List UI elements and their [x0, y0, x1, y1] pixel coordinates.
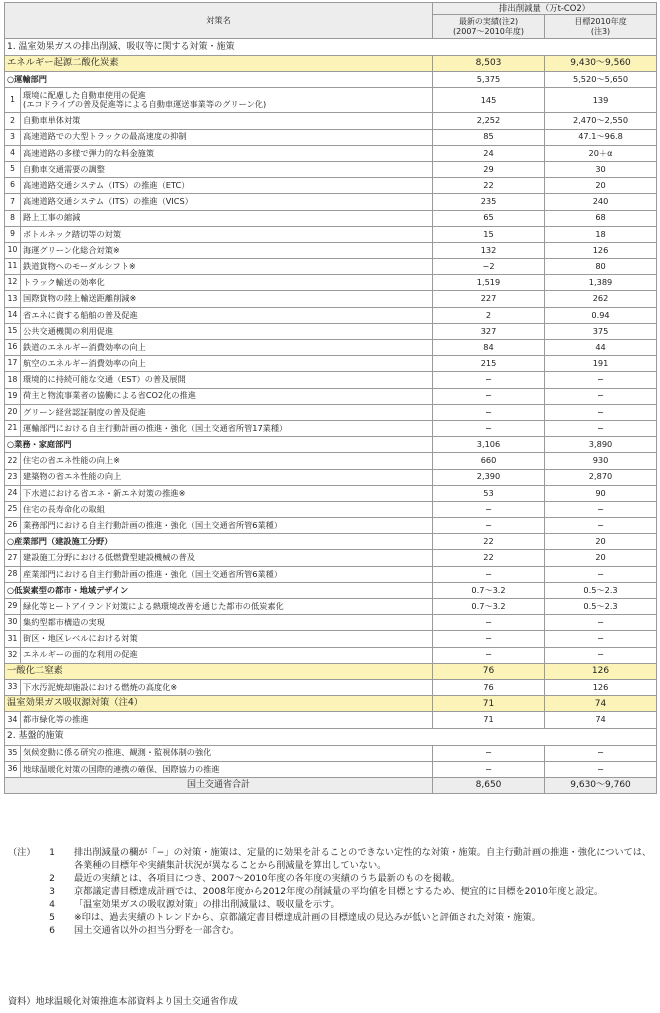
row-label	[21, 307, 433, 323]
row-number: 16	[5, 340, 21, 356]
row-latest-value: 53	[433, 485, 545, 501]
row-target-value: −	[545, 566, 657, 582]
n2o-row-label: 一酸化二窒素	[5, 663, 433, 679]
row-label-line1: 高速道路での大型トラックの最高速度の抑制	[23, 131, 187, 142]
row-latest-value: 227	[433, 291, 545, 307]
business-sector-row-label: ○業務・家庭部門	[5, 437, 433, 453]
note-number: 4	[49, 899, 55, 910]
row-label-line1: 自動車交通需要の調整	[23, 163, 105, 174]
table-row	[5, 647, 657, 663]
row-latest-value: 84	[433, 340, 545, 356]
row-target-value: 262	[545, 291, 657, 307]
row-number: 10	[5, 242, 21, 258]
table-row	[5, 518, 657, 534]
row-number: 11	[5, 259, 21, 275]
row-label	[21, 631, 433, 647]
row-label	[21, 161, 433, 177]
note-number: 3	[49, 886, 55, 897]
row-label-line1: 建設施工分野における低燃費型建設機械の普及	[23, 552, 195, 563]
row-latest-value: −	[433, 647, 545, 663]
row-label	[21, 323, 433, 339]
row-label-line1: グリーン経営認証制度の普及促進	[23, 406, 146, 417]
industry-sector-row-latest: 22	[433, 534, 545, 550]
table-row	[5, 194, 657, 210]
row-number: 1	[5, 88, 21, 113]
note-text: 「温室効果ガスの吸収源対策」の排出削減量は、吸収量を示す。	[74, 899, 340, 910]
table-row	[5, 210, 657, 226]
column-header-latest-line1: 最新の実績(注2)	[458, 16, 519, 26]
row-latest-value: 29	[433, 161, 545, 177]
row-label	[21, 259, 433, 275]
row-label	[21, 88, 433, 113]
table-row	[5, 501, 657, 517]
row-number: 34	[5, 712, 21, 728]
table-row	[5, 226, 657, 242]
row-target-value: 44	[545, 340, 657, 356]
row-latest-value: −	[433, 501, 545, 517]
table-row	[5, 275, 657, 291]
row-target-value: −	[545, 745, 657, 761]
column-header-reduction-text: 排出削減量（万t-CO2）	[498, 2, 591, 13]
row-latest-value: 0.7～3.2	[433, 599, 545, 615]
note-item	[8, 846, 656, 872]
row-target-value: 139	[545, 88, 657, 113]
emission-reduction-table	[4, 2, 657, 794]
row-label	[21, 275, 433, 291]
column-header-name	[5, 3, 433, 39]
row-target-value: −	[545, 647, 657, 663]
row-target-value: −	[545, 615, 657, 631]
row-label-line1: 公共交通機関の利用促進	[23, 325, 114, 336]
carbon-sink-row-target: 74	[545, 696, 657, 712]
row-latest-value: 76	[433, 679, 545, 695]
row-label-line1: 住宅の省エネ性能の向上※	[23, 455, 120, 466]
column-header-target-line1: 目標2010年度	[574, 16, 627, 26]
note-text: 排出削減量の欄が「−」の対策・施策は、定量的に効果を計ることのできない定性的な対策・施策。自主行動計画の推進・強化については、各業種の目標年や実績集計状況が異なることから削減量を算出していない。	[74, 847, 652, 871]
row-label-line1: 高速道路交通システム（ITS）の推進（VICS）	[23, 196, 193, 207]
row-label	[21, 453, 433, 469]
row-label	[21, 615, 433, 631]
note-number: 5	[49, 912, 55, 923]
industry-sector-row-label: ○産業部門（建設施工分野）	[5, 534, 433, 550]
note-item	[8, 911, 656, 924]
row-label-line1: 環境的に持続可能な交通（EST）の普及展開	[23, 374, 186, 385]
row-latest-value: 215	[433, 356, 545, 372]
table-row	[5, 323, 657, 339]
transport-sector-row-target: 5,520～5,650	[545, 72, 657, 88]
row-latest-value: 660	[433, 453, 545, 469]
row-label	[21, 404, 433, 420]
row-label	[21, 599, 433, 615]
row-latest-value: 327	[433, 323, 545, 339]
column-header-latest	[433, 15, 545, 39]
row-label-line1: 鉄道貨物へのモーダルシフト※	[23, 260, 136, 271]
row-number: 30	[5, 615, 21, 631]
row-latest-value: 2	[433, 307, 545, 323]
row-label-line1: ボトルネック踏切等の対策	[23, 228, 122, 239]
row-target-value: 2,470～2,550	[545, 113, 657, 129]
row-target-value: 18	[545, 226, 657, 242]
row-latest-value: −	[433, 631, 545, 647]
section-2-heading-label: 2. 基盤的施策	[5, 728, 657, 745]
row-latest-value: 235	[433, 194, 545, 210]
row-label-line1: 国際貨物の陸上輸送距離削減※	[23, 293, 137, 304]
table-row	[5, 129, 657, 145]
table-row	[5, 712, 657, 728]
row-label	[21, 469, 433, 485]
row-label	[21, 242, 433, 258]
row-target-value: 30	[545, 161, 657, 177]
table-row	[5, 340, 657, 356]
row-label-line1: エネルギーの面的な利用の促進	[23, 649, 138, 660]
row-latest-value: 65	[433, 210, 545, 226]
row-number: 5	[5, 161, 21, 177]
row-target-value: −	[545, 518, 657, 534]
row-target-value: 126	[545, 679, 657, 695]
row-target-value: −	[545, 420, 657, 436]
row-label-line2: (エコドライブの普及促進等による自動車運送事業等のグリーン化)	[23, 99, 267, 110]
notes-section	[8, 846, 656, 937]
table-row	[5, 404, 657, 420]
row-label-line1: 気候変動に係る研究の推進、観測・監視体制の強化	[23, 747, 212, 758]
note-item	[8, 872, 656, 885]
row-latest-value: 85	[433, 129, 545, 145]
row-label-line1: 地球温暖化対策の国際的連携の確保、国際協力の推進	[23, 763, 220, 774]
transport-sector-row-latest: 5,375	[433, 72, 545, 88]
row-latest-value: −	[433, 388, 545, 404]
row-latest-value: −2	[433, 259, 545, 275]
row-label	[21, 745, 433, 761]
row-number: 2	[5, 113, 21, 129]
row-target-value: 68	[545, 210, 657, 226]
row-number: 27	[5, 550, 21, 566]
row-latest-value: 22	[433, 550, 545, 566]
source-credit: 資料）地球温暖化対策推進本部資料より国土交通省作成	[8, 996, 238, 1007]
section-1-heading-label: 1. 温室効果ガスの排出削減、吸収等に関する対策・施策	[5, 39, 657, 56]
carbon-sink-row-latest: 71	[433, 696, 545, 712]
row-label-line1: 高速道路交通システム（ITS）の推進（ETC）	[23, 180, 190, 190]
row-target-value: 126	[545, 242, 657, 258]
table-row	[5, 761, 657, 777]
row-number: 21	[5, 420, 21, 436]
emission-table-container	[4, 2, 656, 794]
row-number: 31	[5, 631, 21, 647]
row-label	[21, 712, 433, 728]
row-label-line1: 荷主と物流事業者の協働による省CO2化の推進	[23, 390, 196, 401]
carbon-sink-row	[5, 696, 657, 712]
energy-co2-row-target: 9,430～9,560	[545, 56, 657, 72]
table-row	[5, 631, 657, 647]
row-number: 22	[5, 453, 21, 469]
row-latest-value: 15	[433, 226, 545, 242]
row-label-line1: 街区・地区レベルにおける対策	[23, 633, 138, 644]
row-latest-value: 71	[433, 712, 545, 728]
row-label	[21, 291, 433, 307]
table-row	[5, 679, 657, 695]
row-target-value: −	[545, 372, 657, 388]
row-latest-value: 1,519	[433, 275, 545, 291]
row-label-line1: 住宅の長寿命化の取組	[23, 503, 105, 514]
row-label-line1: 自動車単体対策	[23, 115, 81, 126]
lowcarbon-design-row-target: 0.5～2.3	[545, 582, 657, 598]
row-label	[21, 145, 433, 161]
table-row	[5, 356, 657, 372]
table-row	[5, 469, 657, 485]
row-number: 36	[5, 761, 21, 777]
table-body	[5, 39, 657, 794]
industry-sector-row-target: 20	[545, 534, 657, 550]
total-row	[5, 777, 657, 793]
lowcarbon-design-row	[5, 582, 657, 598]
row-target-value: 90	[545, 485, 657, 501]
row-label	[21, 420, 433, 436]
table-row	[5, 420, 657, 436]
row-label	[21, 388, 433, 404]
total-latest: 8,650	[433, 777, 545, 793]
transport-sector-row-label: ○運輸部門	[5, 72, 433, 88]
row-number: 29	[5, 599, 21, 615]
note-item	[8, 898, 656, 911]
row-number: 32	[5, 647, 21, 663]
row-target-value: −	[545, 761, 657, 777]
row-label-line1: 環境に配慮した自動車使用の促進	[23, 89, 146, 100]
row-label	[21, 566, 433, 582]
row-label-line1: 省エネに資する船舶の普及促進	[23, 309, 138, 320]
row-number: 20	[5, 404, 21, 420]
row-target-value: 0.94	[545, 307, 657, 323]
row-number: 14	[5, 307, 21, 323]
table-row	[5, 485, 657, 501]
energy-co2-row	[5, 56, 657, 72]
row-target-value: 80	[545, 259, 657, 275]
total-target: 9,630～9,760	[545, 777, 657, 793]
row-label-line1: 海運グリーン化総合対策※	[23, 244, 120, 255]
row-latest-value: 132	[433, 242, 545, 258]
n2o-row-latest: 76	[433, 663, 545, 679]
carbon-sink-row-label: 温室効果ガス吸収源対策（注4）	[5, 696, 433, 712]
row-latest-value: 2,252	[433, 113, 545, 129]
row-latest-value: −	[433, 761, 545, 777]
row-number: 28	[5, 566, 21, 582]
row-number: 12	[5, 275, 21, 291]
row-number: 7	[5, 194, 21, 210]
row-target-value: 20	[545, 550, 657, 566]
row-label-line1: トラック輸送の効率化	[23, 277, 105, 288]
column-header-target	[545, 15, 657, 39]
business-sector-row-latest: 3,106	[433, 437, 545, 453]
column-header-name-text: 対策名	[206, 14, 231, 25]
row-number: 24	[5, 485, 21, 501]
row-number: 9	[5, 226, 21, 242]
row-label	[21, 113, 433, 129]
row-label-line1: 航空のエネルギー消費効率の向上	[23, 358, 146, 369]
note-number: 1	[49, 847, 55, 858]
table-row	[5, 291, 657, 307]
note-item	[8, 885, 656, 898]
row-latest-value: 24	[433, 145, 545, 161]
energy-co2-row-label: エネルギー起源二酸化炭素	[5, 56, 433, 72]
row-label	[21, 501, 433, 517]
table-row	[5, 599, 657, 615]
row-label-line1: 集約型都市構造の実現	[23, 617, 105, 628]
row-number: 6	[5, 178, 21, 194]
row-target-value: −	[545, 404, 657, 420]
column-header-reduction	[433, 3, 657, 15]
row-label-line1: 路上工事の縮減	[23, 212, 81, 223]
row-label-line1: 都市緑化等の推進	[23, 714, 89, 725]
industry-sector-row	[5, 534, 657, 550]
table-row	[5, 307, 657, 323]
column-header-target-line2: (注3)	[590, 26, 611, 36]
note-text: 国土交通省以外の担当分野を一部含む。	[74, 925, 240, 936]
lowcarbon-design-row-label: ○低炭素型の都市・地域デザイン	[5, 582, 433, 598]
row-target-value: −	[545, 388, 657, 404]
table-row	[5, 453, 657, 469]
row-number: 17	[5, 356, 21, 372]
row-number: 3	[5, 129, 21, 145]
row-number: 33	[5, 679, 21, 695]
note-number: 6	[49, 925, 55, 936]
row-label	[21, 485, 433, 501]
transport-sector-row	[5, 72, 657, 88]
n2o-row	[5, 663, 657, 679]
row-number: 13	[5, 291, 21, 307]
row-label	[21, 340, 433, 356]
row-label-line1: 緑化等ヒートアイランド対策による熱環境改善を通じた都市の低炭素化	[23, 600, 284, 611]
row-label-line1: 業務部門における自主行動計画の推進・強化（国土交通省所管6業種）	[23, 519, 283, 530]
section-1-heading	[5, 39, 657, 56]
business-sector-row	[5, 437, 657, 453]
row-label	[21, 550, 433, 566]
note-text: ※印は、過去実績のトレンドから、京都議定書目標達成計画の目標達成の見込みが低いと評価された対策・施策。	[74, 912, 541, 923]
row-target-value: −	[545, 501, 657, 517]
row-target-value: 240	[545, 194, 657, 210]
row-label	[21, 356, 433, 372]
energy-co2-row-latest: 8,503	[433, 56, 545, 72]
row-number: 25	[5, 501, 21, 517]
row-label	[21, 761, 433, 777]
row-latest-value: 145	[433, 88, 545, 113]
row-label	[21, 226, 433, 242]
row-label-line1: 高速道路の多様で弾力的な料金施策	[23, 147, 155, 158]
row-number: 35	[5, 745, 21, 761]
row-number: 23	[5, 469, 21, 485]
table-row	[5, 388, 657, 404]
row-number: 19	[5, 388, 21, 404]
row-target-value: 2,870	[545, 469, 657, 485]
table-row	[5, 178, 657, 194]
row-target-value: 20	[545, 178, 657, 194]
row-label	[21, 194, 433, 210]
table-row	[5, 550, 657, 566]
row-number: 26	[5, 518, 21, 534]
row-label-line1: 下水道における省エネ・新エネ対策の推進※	[23, 487, 186, 498]
row-latest-value: −	[433, 615, 545, 631]
row-latest-value: −	[433, 420, 545, 436]
row-target-value: 20＋α	[545, 145, 657, 161]
table-row	[5, 372, 657, 388]
row-number: 18	[5, 372, 21, 388]
row-latest-value: −	[433, 404, 545, 420]
row-label	[21, 679, 433, 695]
table-row	[5, 161, 657, 177]
table-row	[5, 566, 657, 582]
row-target-value: 0.5～2.3	[545, 599, 657, 615]
row-label-line1: 産業部門における自主行動計画の推進・強化（国土交通省所管6業種）	[23, 568, 283, 579]
row-number: 4	[5, 145, 21, 161]
row-label-line1: 鉄道のエネルギー消費効率の向上	[23, 341, 146, 352]
table-row	[5, 145, 657, 161]
row-label	[21, 518, 433, 534]
column-header-latest-line2: (2007～2010年度)	[453, 26, 524, 36]
row-number: 8	[5, 210, 21, 226]
note-text: 最近の実績とは、各項目につき、2007～2010年度の各年度の実績のうち最新のものを掲載。	[74, 873, 461, 884]
total-label: 国土交通省合計	[5, 777, 433, 793]
row-latest-value: −	[433, 745, 545, 761]
row-label	[21, 647, 433, 663]
n2o-row-target: 126	[545, 663, 657, 679]
row-target-value: −	[545, 631, 657, 647]
row-label	[21, 210, 433, 226]
row-target-value: 375	[545, 323, 657, 339]
table-row	[5, 113, 657, 129]
row-label	[21, 129, 433, 145]
row-latest-value: 22	[433, 178, 545, 194]
row-label	[21, 372, 433, 388]
table-row	[5, 88, 657, 113]
note-number: 2	[49, 873, 55, 884]
table-row	[5, 615, 657, 631]
row-latest-value: 2,390	[433, 469, 545, 485]
row-target-value: 74	[545, 712, 657, 728]
row-latest-value: −	[433, 372, 545, 388]
table-row	[5, 259, 657, 275]
row-label-line1: 下水汚泥焼却施設における燃焼の高度化※	[23, 681, 178, 692]
row-target-value: 1,389	[545, 275, 657, 291]
row-target-value: 191	[545, 356, 657, 372]
row-label-line1: 建築物の省エネ性能の向上	[23, 471, 122, 482]
row-latest-value: −	[433, 566, 545, 582]
lowcarbon-design-row-latest: 0.7～3.2	[433, 582, 545, 598]
row-target-value: 930	[545, 453, 657, 469]
notes-label: （注）	[8, 847, 36, 858]
row-latest-value: −	[433, 518, 545, 534]
row-number: 15	[5, 323, 21, 339]
note-item	[8, 924, 656, 937]
row-label-line1: 運輸部門における自主行動計画の推進・強化（国土交通省所管17業種）	[23, 422, 288, 433]
business-sector-row-target: 3,890	[545, 437, 657, 453]
row-target-value: 47.1～96.8	[545, 129, 657, 145]
table-row	[5, 242, 657, 258]
table-row	[5, 745, 657, 761]
section-2-heading	[5, 728, 657, 745]
note-text: 京都議定書目標達成計画では、2008年度から2012年度の削減量の平均値を目標とするため、便宜的に目標を2010年度と設定。	[74, 886, 604, 897]
row-label	[21, 178, 433, 194]
